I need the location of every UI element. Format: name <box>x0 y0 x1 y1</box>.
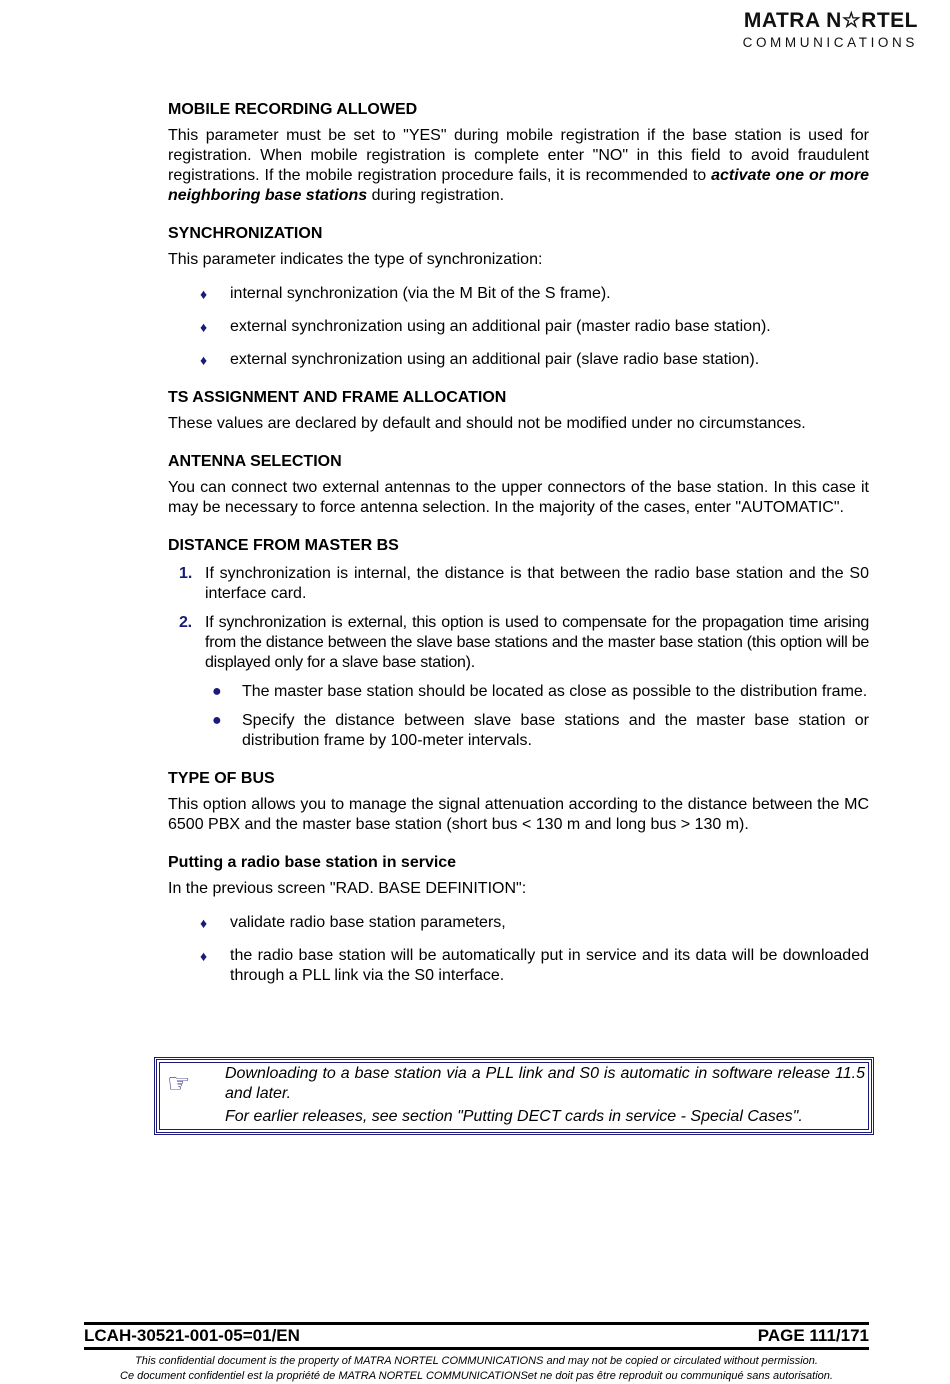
section-title: Putting a radio base station in service <box>168 854 457 871</box>
list-item-text: the radio base station will be automatically put in service and its data will be downloaded through a PLL link via the S0 interface. <box>230 947 869 984</box>
list-item <box>168 682 869 702</box>
section-text <box>168 126 869 206</box>
list-item <box>168 946 869 986</box>
section-title: MOBILE RECORDING ALLOWED <box>168 101 418 118</box>
diamond-icon: ♦ <box>200 286 208 302</box>
section-title: TS ASSIGNMENT AND FRAME ALLOCATION <box>168 389 507 406</box>
footer-rule <box>84 1347 869 1350</box>
section-title: DISTANCE FROM MASTER BS <box>168 537 399 554</box>
sub-bullet-list <box>168 682 869 751</box>
page-content <box>168 100 869 1004</box>
section-type-of-bus <box>168 769 869 835</box>
confidentiality-fr: Ce document confidentiel est la propriété de MATRA NORTEL COMMUNICATIONSet ne doit pas être reproduit ou communiqué sans autorisation. <box>120 1370 833 1382</box>
diamond-icon: ♦ <box>200 915 208 931</box>
section-distance <box>168 536 869 751</box>
section-antenna-selection <box>168 452 869 518</box>
company-logo <box>728 8 918 58</box>
list-item-text: If synchronization is internal, the distance is that between the radio base station and the S0 interface card. <box>205 565 869 602</box>
list-item-text: If synchronization is external, this option is used to compensate for the propagation time arising from the distance between the slave base stations and the master base station (this option will be displayed only for a slave base station). <box>205 614 869 671</box>
list-number: 1. <box>179 565 193 582</box>
section-intro: In the previous screen "RAD. BASE DEFINITION": <box>168 880 527 897</box>
bullet-list <box>168 913 869 986</box>
list-item <box>168 350 869 370</box>
text-part: This parameter must be set to "YES" during mobile registration if the base station is used for registration. When mobile registration is complete enter "NO" in this field to avoid fraudulent registrations. If the mobile registration procedure fails, it is recommended to <box>168 127 869 184</box>
section-putting-in-service <box>168 853 869 986</box>
dot-icon: ● <box>212 712 222 729</box>
section-intro: This parameter indicates the type of synchronization: <box>168 251 543 268</box>
footer-row <box>84 1325 869 1347</box>
bullet-list <box>168 284 869 370</box>
diamond-icon: ♦ <box>200 948 208 964</box>
dot-icon: ● <box>212 683 222 700</box>
section-synchronization <box>168 224 869 370</box>
list-item-text: external synchronization using an additional pair (master radio base station). <box>230 318 771 335</box>
list-item <box>168 564 869 604</box>
section-title: ANTENNA SELECTION <box>168 453 342 470</box>
section-text: You can connect two external antennas to the upper connectors of the base station. In this case it may be necessary to force antenna selection. In the majority of the cases, enter "AUTOMATIC". <box>168 479 869 516</box>
emphasis-text: activate one or more neighboring base stations <box>168 167 869 204</box>
list-item <box>168 711 869 751</box>
note-line: Downloading to a base station via a PLL link and S0 is automatic in software release 11.5 and later. <box>225 1065 865 1102</box>
list-item-text: Specify the distance between slave base stations and the master base station or distribution frame by 100-meter intervals. <box>242 712 869 749</box>
list-number: 2. <box>179 614 192 631</box>
note-text <box>225 1064 865 1127</box>
section-title: SYNCHRONIZATION <box>168 225 323 242</box>
list-item <box>168 613 869 673</box>
document-reference: LCAH-30521-001-05=01/EN <box>84 1326 300 1345</box>
section-ts-assignment <box>168 388 869 434</box>
section-text: This option allows you to manage the signal attenuation according to the distance between the MC 6500 PBX and the master base station (short bus < 130 m and long bus > 130 m). <box>168 796 869 833</box>
list-item <box>168 284 869 304</box>
note-box <box>154 1057 874 1135</box>
list-item-text: The master base station should be located as close as possible to the distribution frame. <box>242 683 868 700</box>
list-item <box>168 913 869 933</box>
diamond-icon: ♦ <box>200 352 208 368</box>
section-text: These values are declared by default and should not be modified under no circumstances. <box>168 415 806 432</box>
confidentiality-notice <box>84 1354 869 1384</box>
list-item <box>168 317 869 337</box>
logo-bottom-text: COMMUNICATIONS <box>742 35 918 50</box>
confidentiality-en: This confidential document is the property of MATRA NORTEL COMMUNICATIONS and may not be copied or circulated without permission. <box>135 1355 818 1367</box>
pointing-hand-icon: ☞ <box>167 1068 191 1098</box>
section-mobile-recording <box>168 100 869 206</box>
section-title: TYPE OF BUS <box>168 770 275 787</box>
note-line: For earlier releases, see section "Putting DECT cards in service - Special Cases". <box>225 1108 803 1125</box>
page-number: PAGE 111/171 <box>757 1326 869 1345</box>
logo-top-text: MATRA N☆RTEL <box>743 9 918 32</box>
diamond-icon: ♦ <box>200 319 208 335</box>
numbered-list <box>168 564 869 673</box>
text-part: during registration. <box>367 187 505 204</box>
page-footer <box>84 1322 869 1384</box>
list-item-text: external synchronization using an additional pair (slave radio base station). <box>230 351 760 368</box>
list-item-text: validate radio base station parameters, <box>230 914 506 931</box>
list-item-text: internal synchronization (via the M Bit of the S frame). <box>230 285 611 302</box>
